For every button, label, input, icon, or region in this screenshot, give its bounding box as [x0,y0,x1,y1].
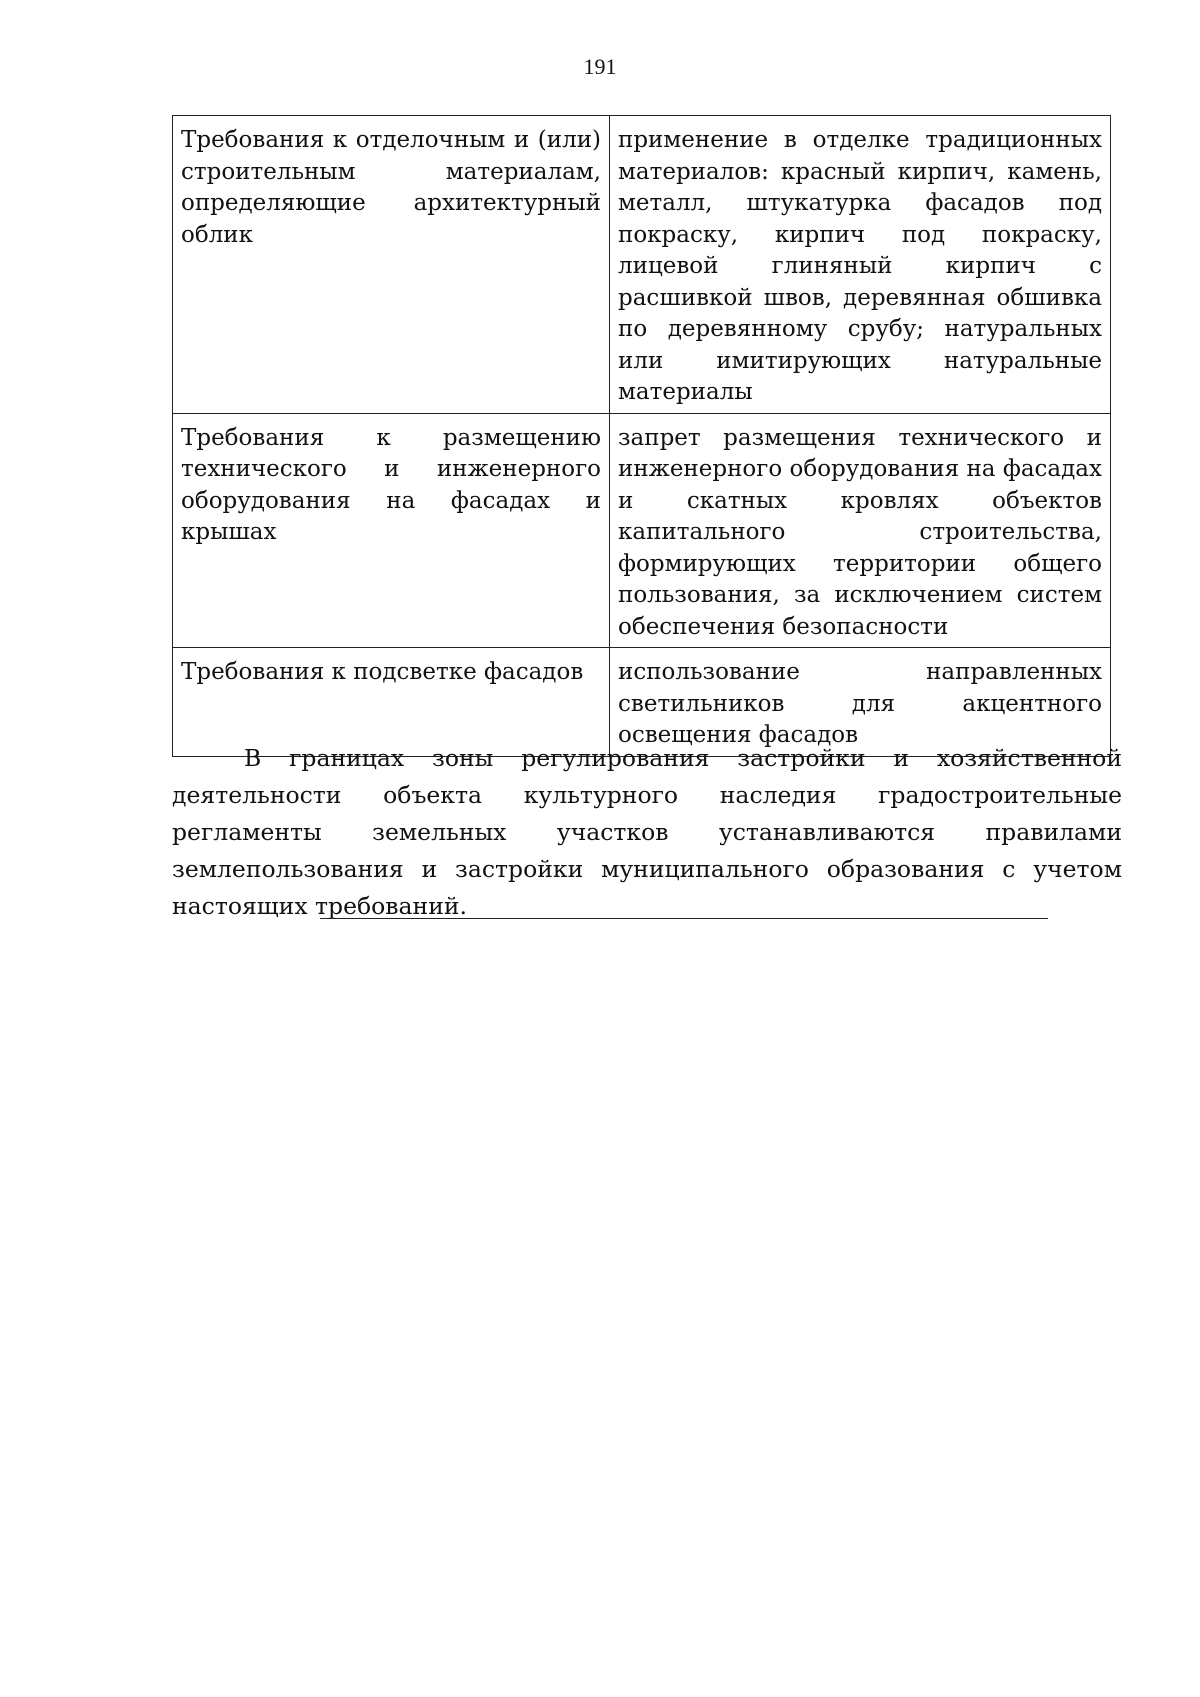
body-paragraph: В границах зоны регулирования застройки и хозяйственной деятельности объекта культурного наследия градостроительные регламенты земельных участков устанавливаются правилами землепользования и застройки муниципального образования с учетом настоящих требований. [172,744,1122,920]
value-cell: запрет размещения технического и инженерного оборудования на фасадах и скатных кровлях объектов капитального строительства, формирующих территории общего пользования, за исключением систем обеспечения безопасности [610,413,1111,648]
requirement-cell: Требования к отделочным и (или) строительным материалам, определяющие архитектурный облик [173,116,610,414]
requirements-table [172,115,1111,757]
requirement-cell: Требования к размещению технического и инженерного оборудования на фасадах и крышах [173,413,610,648]
table-row [173,116,1111,414]
requirement-cell: Требования к подсветке фасадов [173,648,610,757]
value-cell: применение в отделке традиционных материалов: красный кирпич, камень, металл, штукатурка фасадов под покраску, кирпич под покраску, лицевой глиняный кирпич с расшивкой швов, деревянная обшивка по деревянному срубу; натуральных или имитирующих натуральные материалы [610,116,1111,414]
end-divider [320,918,1048,919]
table-row [173,413,1111,648]
value-cell: использование направленных светильников для акцентного освещения фасадов [610,648,1111,757]
page-number: 191 [583,54,617,79]
